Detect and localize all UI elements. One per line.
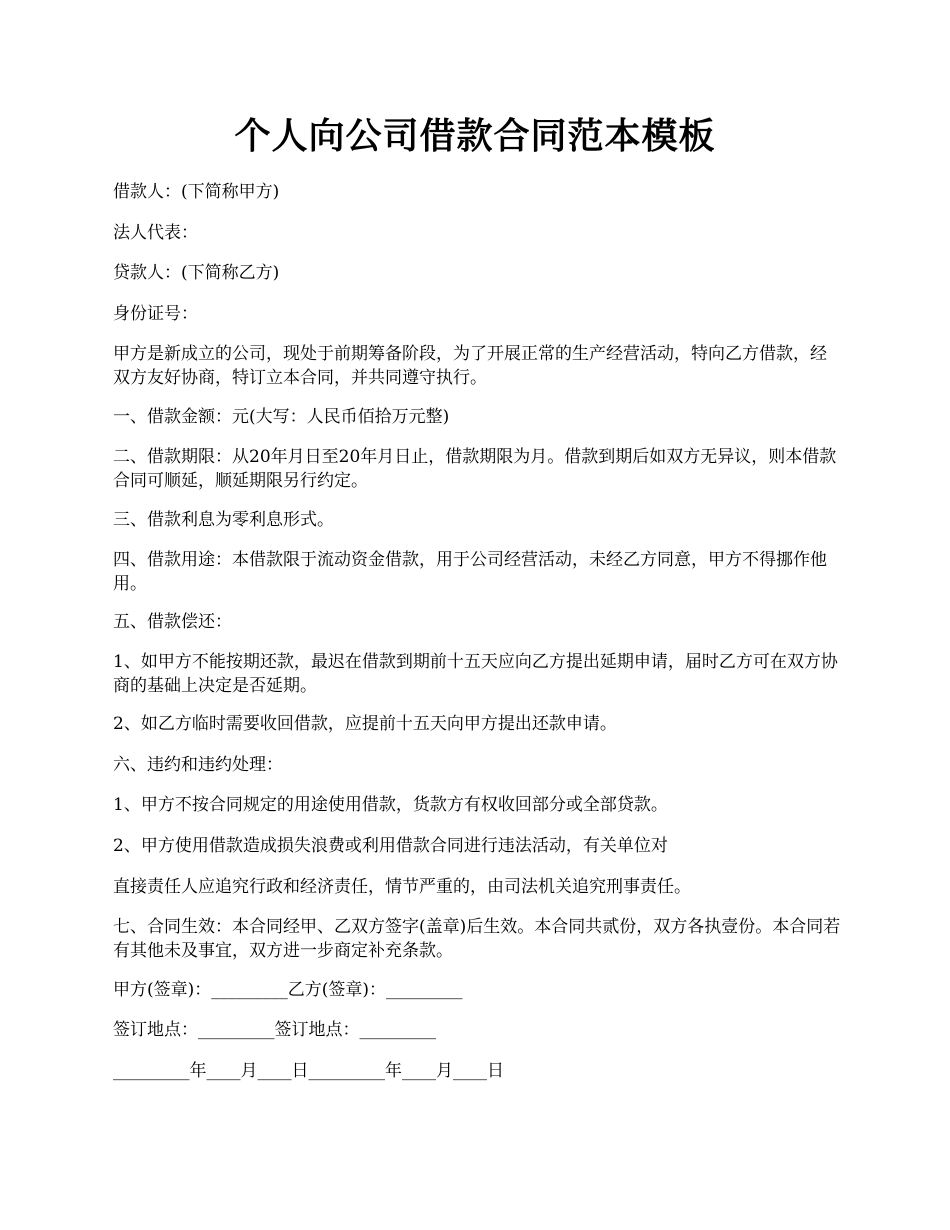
clause-1-amount: 一、借款金额：元(大写：人民币佰拾万元整) [113, 407, 450, 427]
borrower-line: 借款人：(下简称甲方) [113, 182, 280, 202]
clause-6-heading: 六、违约和违约处理： [113, 755, 283, 775]
clause-6-item-2-continued: 直接责任人应追究行政和经济责任，情节严重的，由司法机关追究刑事责任。 [113, 877, 691, 897]
clause-4-purpose: 四、借款用途：本借款限于流动资金借款，用于公司经营活动，未经乙方同意，甲方不得挪作他用。 [113, 550, 827, 594]
lender-line: 贷款人：(下简称乙方) [113, 263, 280, 283]
date-line: _________年____月____日_________年____月____日 [113, 1061, 504, 1081]
clause-5-item-1: 1、如甲方不能按期还款，最迟在借款到期前十五天应向乙方提出延期申请，届时乙方可在双方协商的基础上决定是否延期。 [113, 652, 838, 696]
clause-7-effect: 七、合同生效：本合同经甲、乙双方签字(盖章)后生效。本合同共贰份，双方各执壹份。本合同若有其他未及事宜，双方进一步商定补充条款。 [113, 917, 841, 961]
legal-representative-line: 法人代表： [113, 223, 198, 243]
document-title: 个人向公司借款合同范本模板 [234, 115, 716, 157]
clause-2-term: 二、借款期限：从20年月日至20年月日止，借款期限为月。借款到期后如双方无异议，则本借款合同可顺延，顺延期限另行约定。 [113, 447, 837, 491]
preamble-paragraph: 甲方是新成立的公司，现处于前期筹备阶段，为了开展正常的生产经营活动，特向乙方借款，经双方友好协商，特订立本合同，并共同遵守执行。 [113, 344, 827, 388]
clause-6-item-2: 2、甲方使用借款造成损失浪费或利用借款合同进行违法活动，有关单位对 [113, 836, 668, 856]
clause-6-item-1: 1、甲方不按合同规定的用途使用借款，货款方有权收回部分或全部贷款。 [113, 795, 668, 815]
clause-3-interest: 三、借款利息为零利息形式。 [113, 510, 334, 530]
id-number-line: 身份证号： [113, 304, 198, 324]
clause-5-heading: 五、借款偿还： [113, 612, 232, 632]
clause-5-item-2: 2、如乙方临时需要收回借款，应提前十五天向甲方提出还款申请。 [113, 714, 617, 734]
signing-place-line: 签订地点：_________签订地点：_________ [113, 1020, 436, 1040]
signature-line: 甲方(签章)：_________乙方(签章)：_________ [113, 980, 463, 1000]
